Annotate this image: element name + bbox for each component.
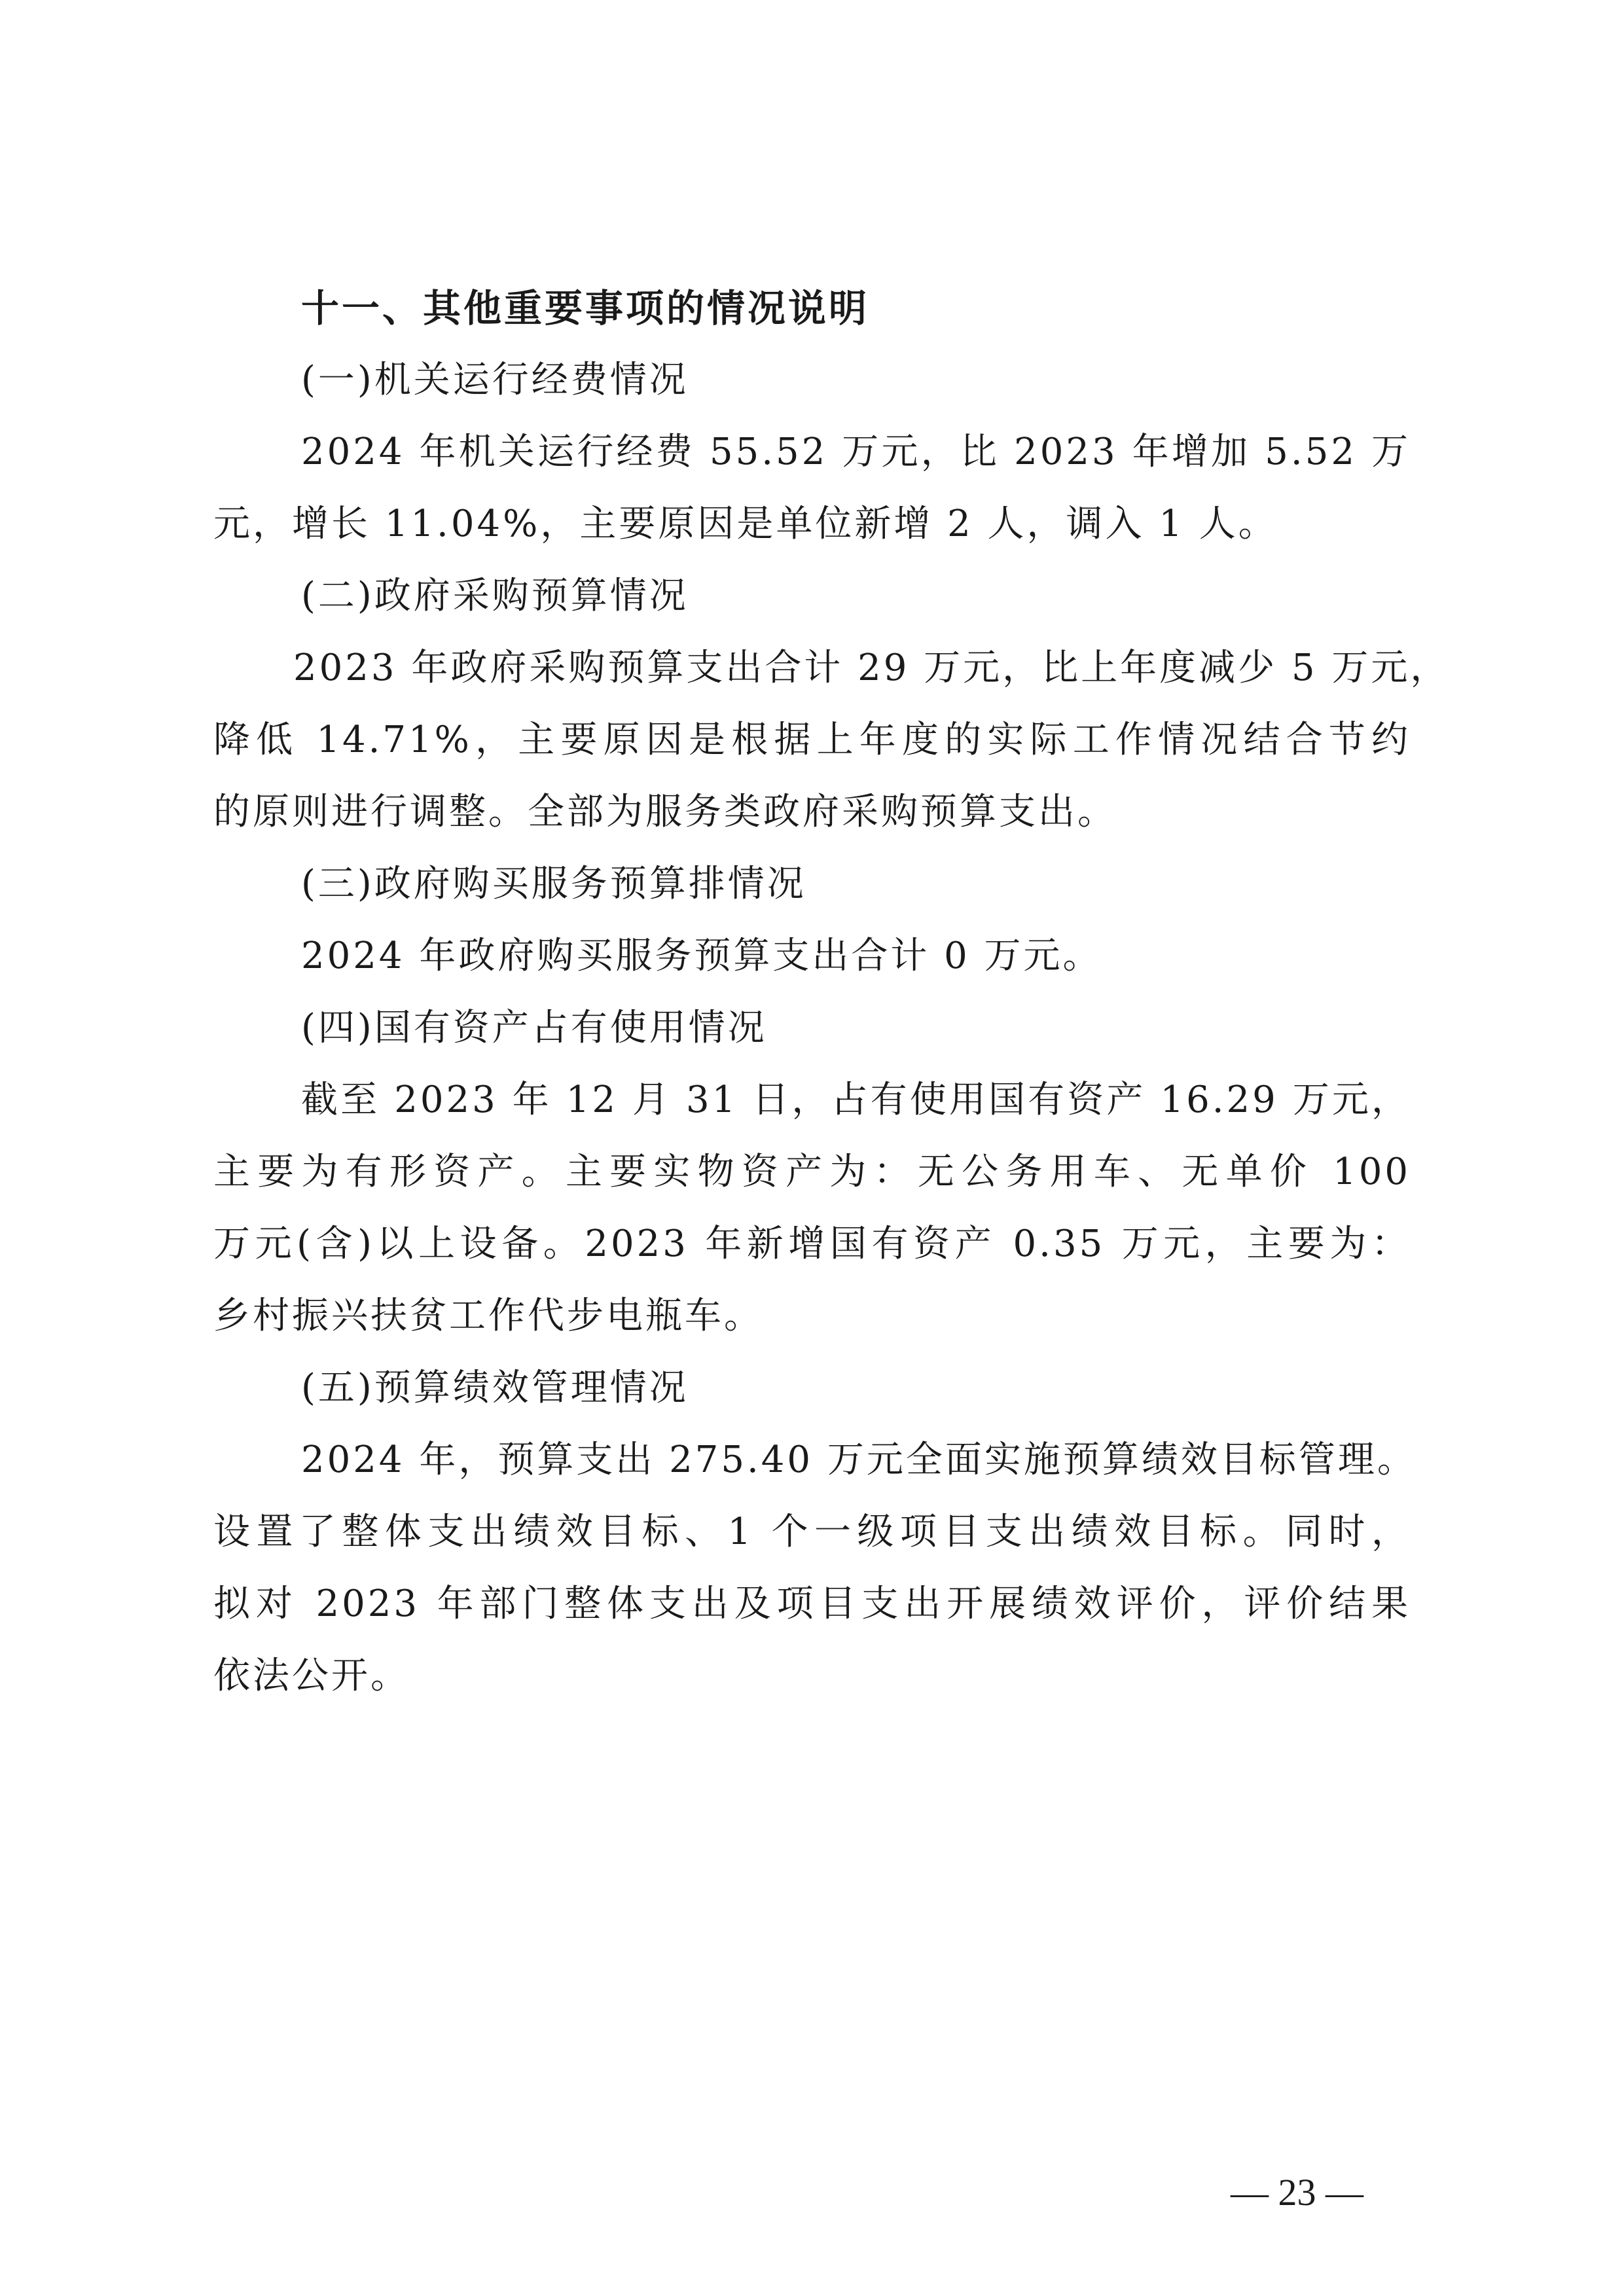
subsection-title-5: (五)预算绩效管理情况: [301, 1367, 689, 1409]
subsection-title-3: (三)政府购买服务预算排情况: [301, 863, 806, 905]
subsection-title-2: (二)政府采购预算情况: [301, 575, 689, 617]
paragraph-line: 的原则进行调整。全部为服务类政府采购预算支出。: [213, 791, 1117, 833]
paragraph-line: 2024 年，预算支出 275.40 万元全面实施预算绩效目标管理。: [301, 1439, 1416, 1481]
paragraph-line: 主要为有形资产。主要实物资产为：无公务用车、无单价 100: [213, 1151, 1411, 1193]
subsection-title-1: (一)机关运行经费情况: [301, 359, 689, 401]
paragraph-line: 万元(含)以上设备。2023 年新增国有资产 0.35 万元，主要为：: [213, 1223, 1411, 1265]
paragraph-line: 元，增长 11.04%，主要原因是单位新增 2 人，调入 1 人。: [213, 503, 1278, 545]
page-number: [1231, 2166, 1363, 2219]
paragraph-line: 降低 14.71%，主要原因是根据上年度的实际工作情况结合节约: [213, 719, 1411, 761]
paragraph-line: 拟对 2023 年部门整体支出及项目支出开展绩效评价，评价结果: [213, 1583, 1411, 1625]
paragraph-line: 乡村振兴扶贫工作代步电瓶车。: [213, 1295, 763, 1337]
paragraph-line: 截至 2023 年 12 月 31 日，占有使用国有资产 16.29 万元，: [301, 1079, 1411, 1121]
paragraph-line: 2023 年政府采购预算支出合计 29 万元，比上年度减少 5 万元，: [293, 647, 1450, 689]
subsection-title-4: (四)国有资产占有使用情况: [301, 1007, 767, 1049]
paragraph-line: 设置了整体支出绩效目标、1 个一级项目支出绩效目标。同时，: [213, 1511, 1411, 1553]
page-number-dash-left: —: [1231, 2171, 1269, 2214]
page-number-value: 23: [1278, 2171, 1316, 2214]
paragraph-line: 依法公开。: [213, 1655, 410, 1697]
section-heading: 十一、其他重要事项的情况说明: [301, 286, 870, 331]
paragraph-line: 2024 年机关运行经费 55.52 万元，比 2023 年增加 5.52 万: [301, 431, 1411, 473]
page-number-dash-right: —: [1326, 2171, 1363, 2214]
paragraph-line: 2024 年政府购买服务预算支出合计 0 万元。: [301, 935, 1102, 977]
